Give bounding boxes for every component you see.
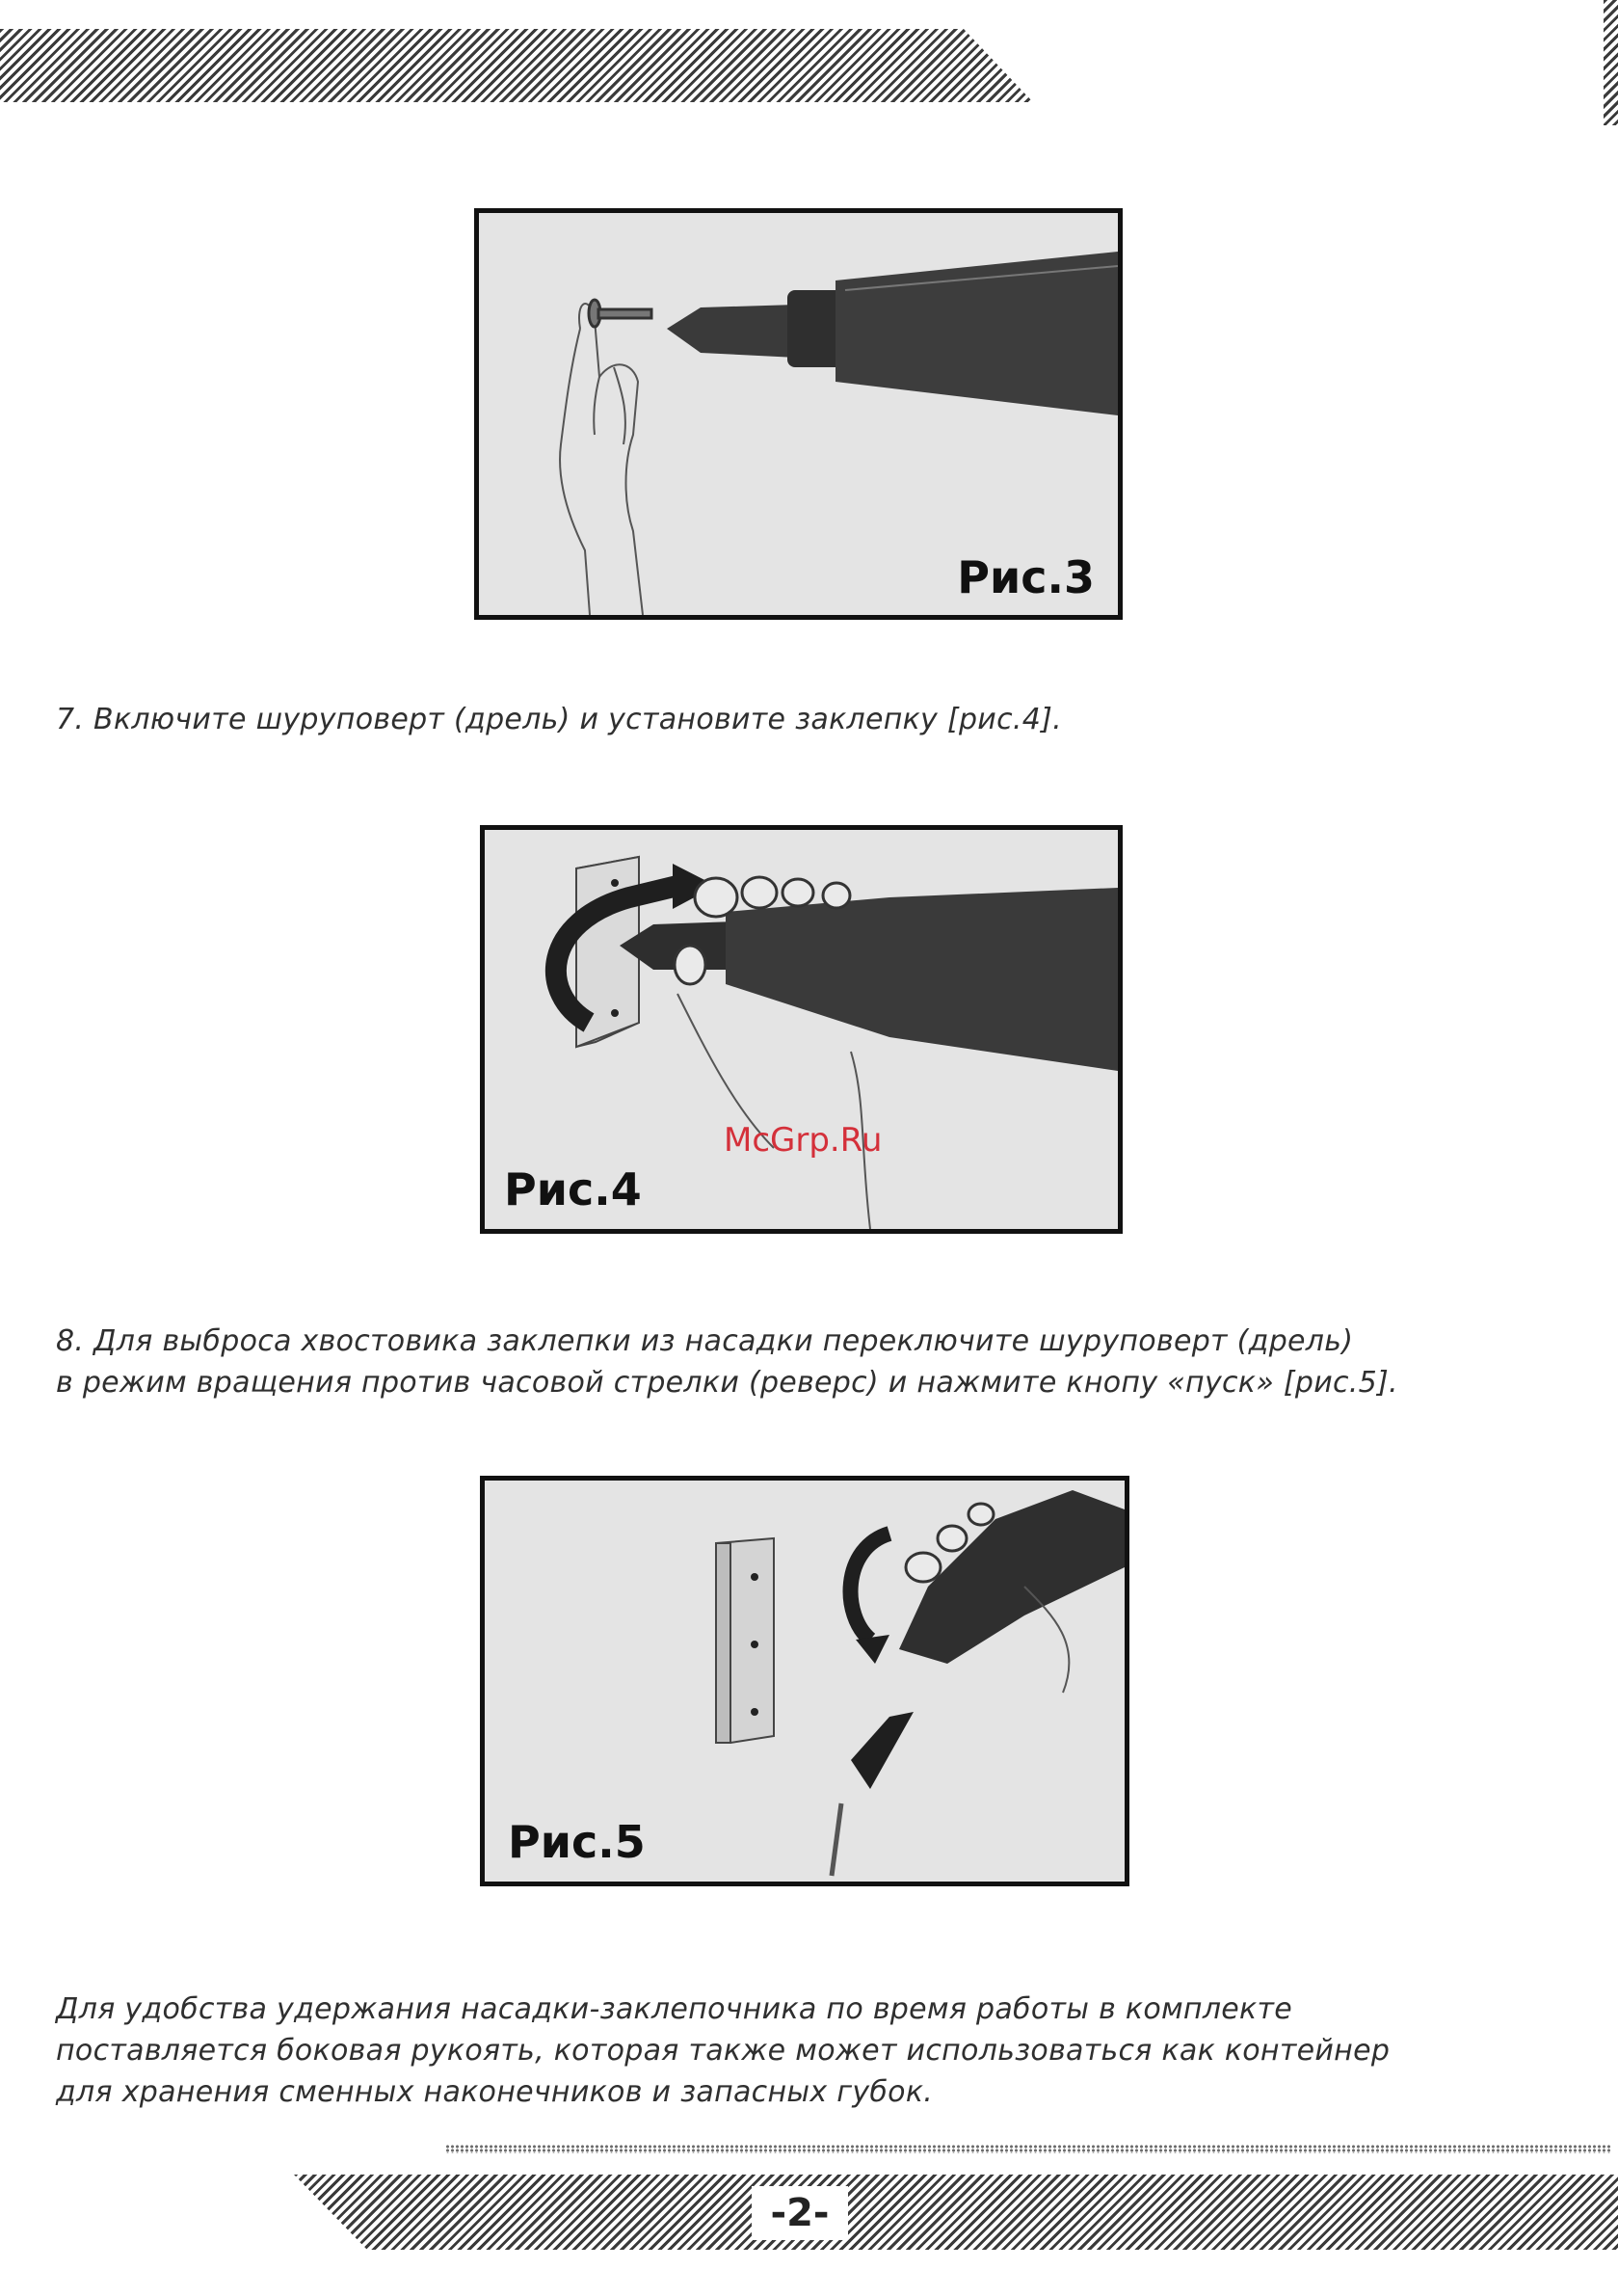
footer-hatch-band [294, 2175, 1618, 2250]
figure-4 [480, 825, 1123, 1234]
footer-dotted-rule [445, 2145, 1611, 2153]
note-text [56, 1989, 1588, 2113]
step-8-text [56, 1321, 1588, 1403]
header-corner-strip [1604, 0, 1618, 125]
figure-4-label: Рис.4 [504, 1163, 642, 1215]
step-8-line-2: в режим вращения против часовой стрелки (реверс) и нажмите кнопу «пуск» [рис.5]. [56, 1366, 1398, 1400]
step-8-line-1: 8. Для выброса хвостовика заклепки из насадки переключите шуруповерт (дрель) [56, 1324, 1354, 1358]
figure-3-label: Рис.3 [957, 551, 1095, 603]
watermark-text: McGrp.Ru [724, 1121, 883, 1160]
header-hatch-band [0, 29, 1033, 102]
figure-5-label: Рис.5 [508, 1816, 646, 1868]
note-line-2: поставляется боковая рукоять, которая также может использоваться как контейнер [56, 2034, 1391, 2068]
figure-5 [480, 1476, 1129, 1886]
page-number: -2- [752, 2186, 848, 2240]
figure-3 [474, 208, 1123, 620]
note-line-3: для хранения сменных наконечников и запасных губок. [56, 2075, 934, 2109]
step-7-text: 7. Включите шуруповерт (дрель) и установите заклепку [рис.4]. [56, 703, 1062, 736]
note-line-1: Для удобства удержания насадки-заклепочника по время работы в комплекте [56, 1992, 1293, 2026]
